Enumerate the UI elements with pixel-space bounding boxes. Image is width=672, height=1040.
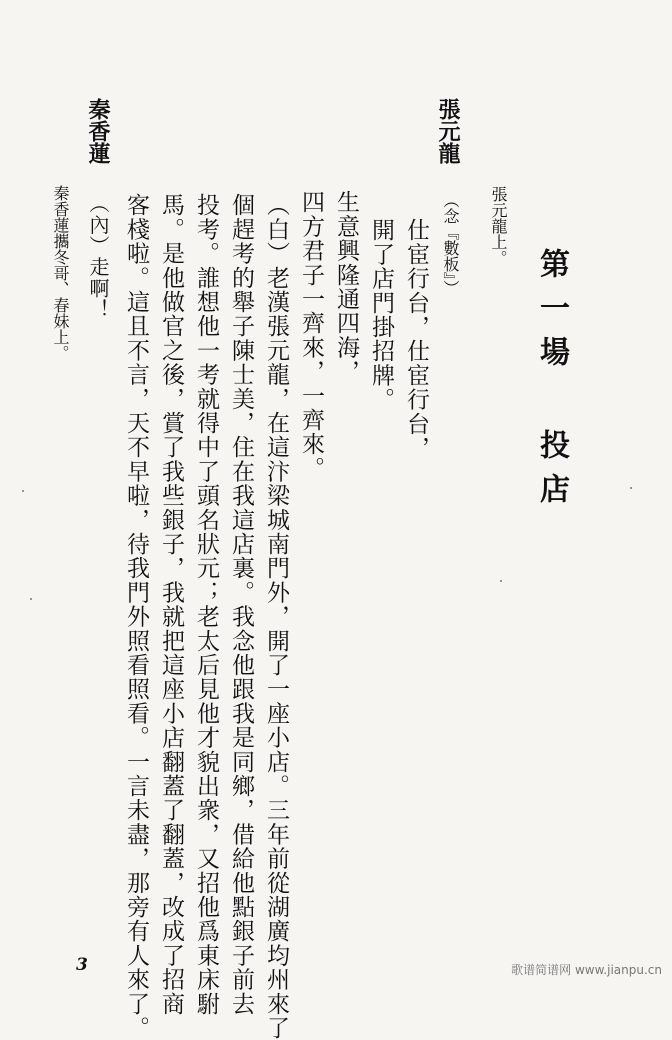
verse-line: 開了店門掛招牌。 [368,218,394,412]
verse-line: 四方君子一齊來，一齊來。 [298,190,324,481]
speech-line: 個趕考的舉子陳士美，住在我這店裏。我念他跟我是同鄉，借給他點銀子前去 [228,193,254,1016]
speaker-name: 秦香蓮 [85,98,111,164]
scan-speck [500,580,502,582]
speech-line: 投考。誰想他一考就得中了頭名狀元；老太后見他才貌出衆，又招他爲東床駙 [193,193,219,1016]
stage-direction-enter: 張元龍上。 [489,186,508,266]
verse-line: 生意興隆通四海， [333,190,359,384]
offstage-line: （內）走啊！ [86,193,110,321]
scan-speck [30,598,32,600]
song-label: （念『數板』） [441,192,460,296]
scan-speck [630,487,632,489]
stage-direction-enter: 秦香蓮攜冬哥、春妹上。 [51,185,70,361]
scene-title: 第一場 投店 [534,248,569,517]
page-number: 3 [76,955,88,975]
speech-line: （白）老漢張元龍，在這汴梁城南門外，開了一座小店。三年前從湖廣均州來了 [263,193,289,1040]
speech-line: 馬。是他做官之後，賞了我些銀子，我就把這座小店翻蓋了翻蓋，改成了招商 [158,193,184,1016]
watermark: 歌谱简谱网 www.jianpu.cn [511,963,662,977]
verse-line: 仕宦行台，仕宦行台， [403,218,429,460]
speech-line: 客棧啦。這且不言，天不早啦，待我門外照看照看。一言未盡，那旁有人來了。 [123,193,149,1040]
scan-speck [22,490,24,492]
speaker-name: 張元龍 [435,98,461,164]
